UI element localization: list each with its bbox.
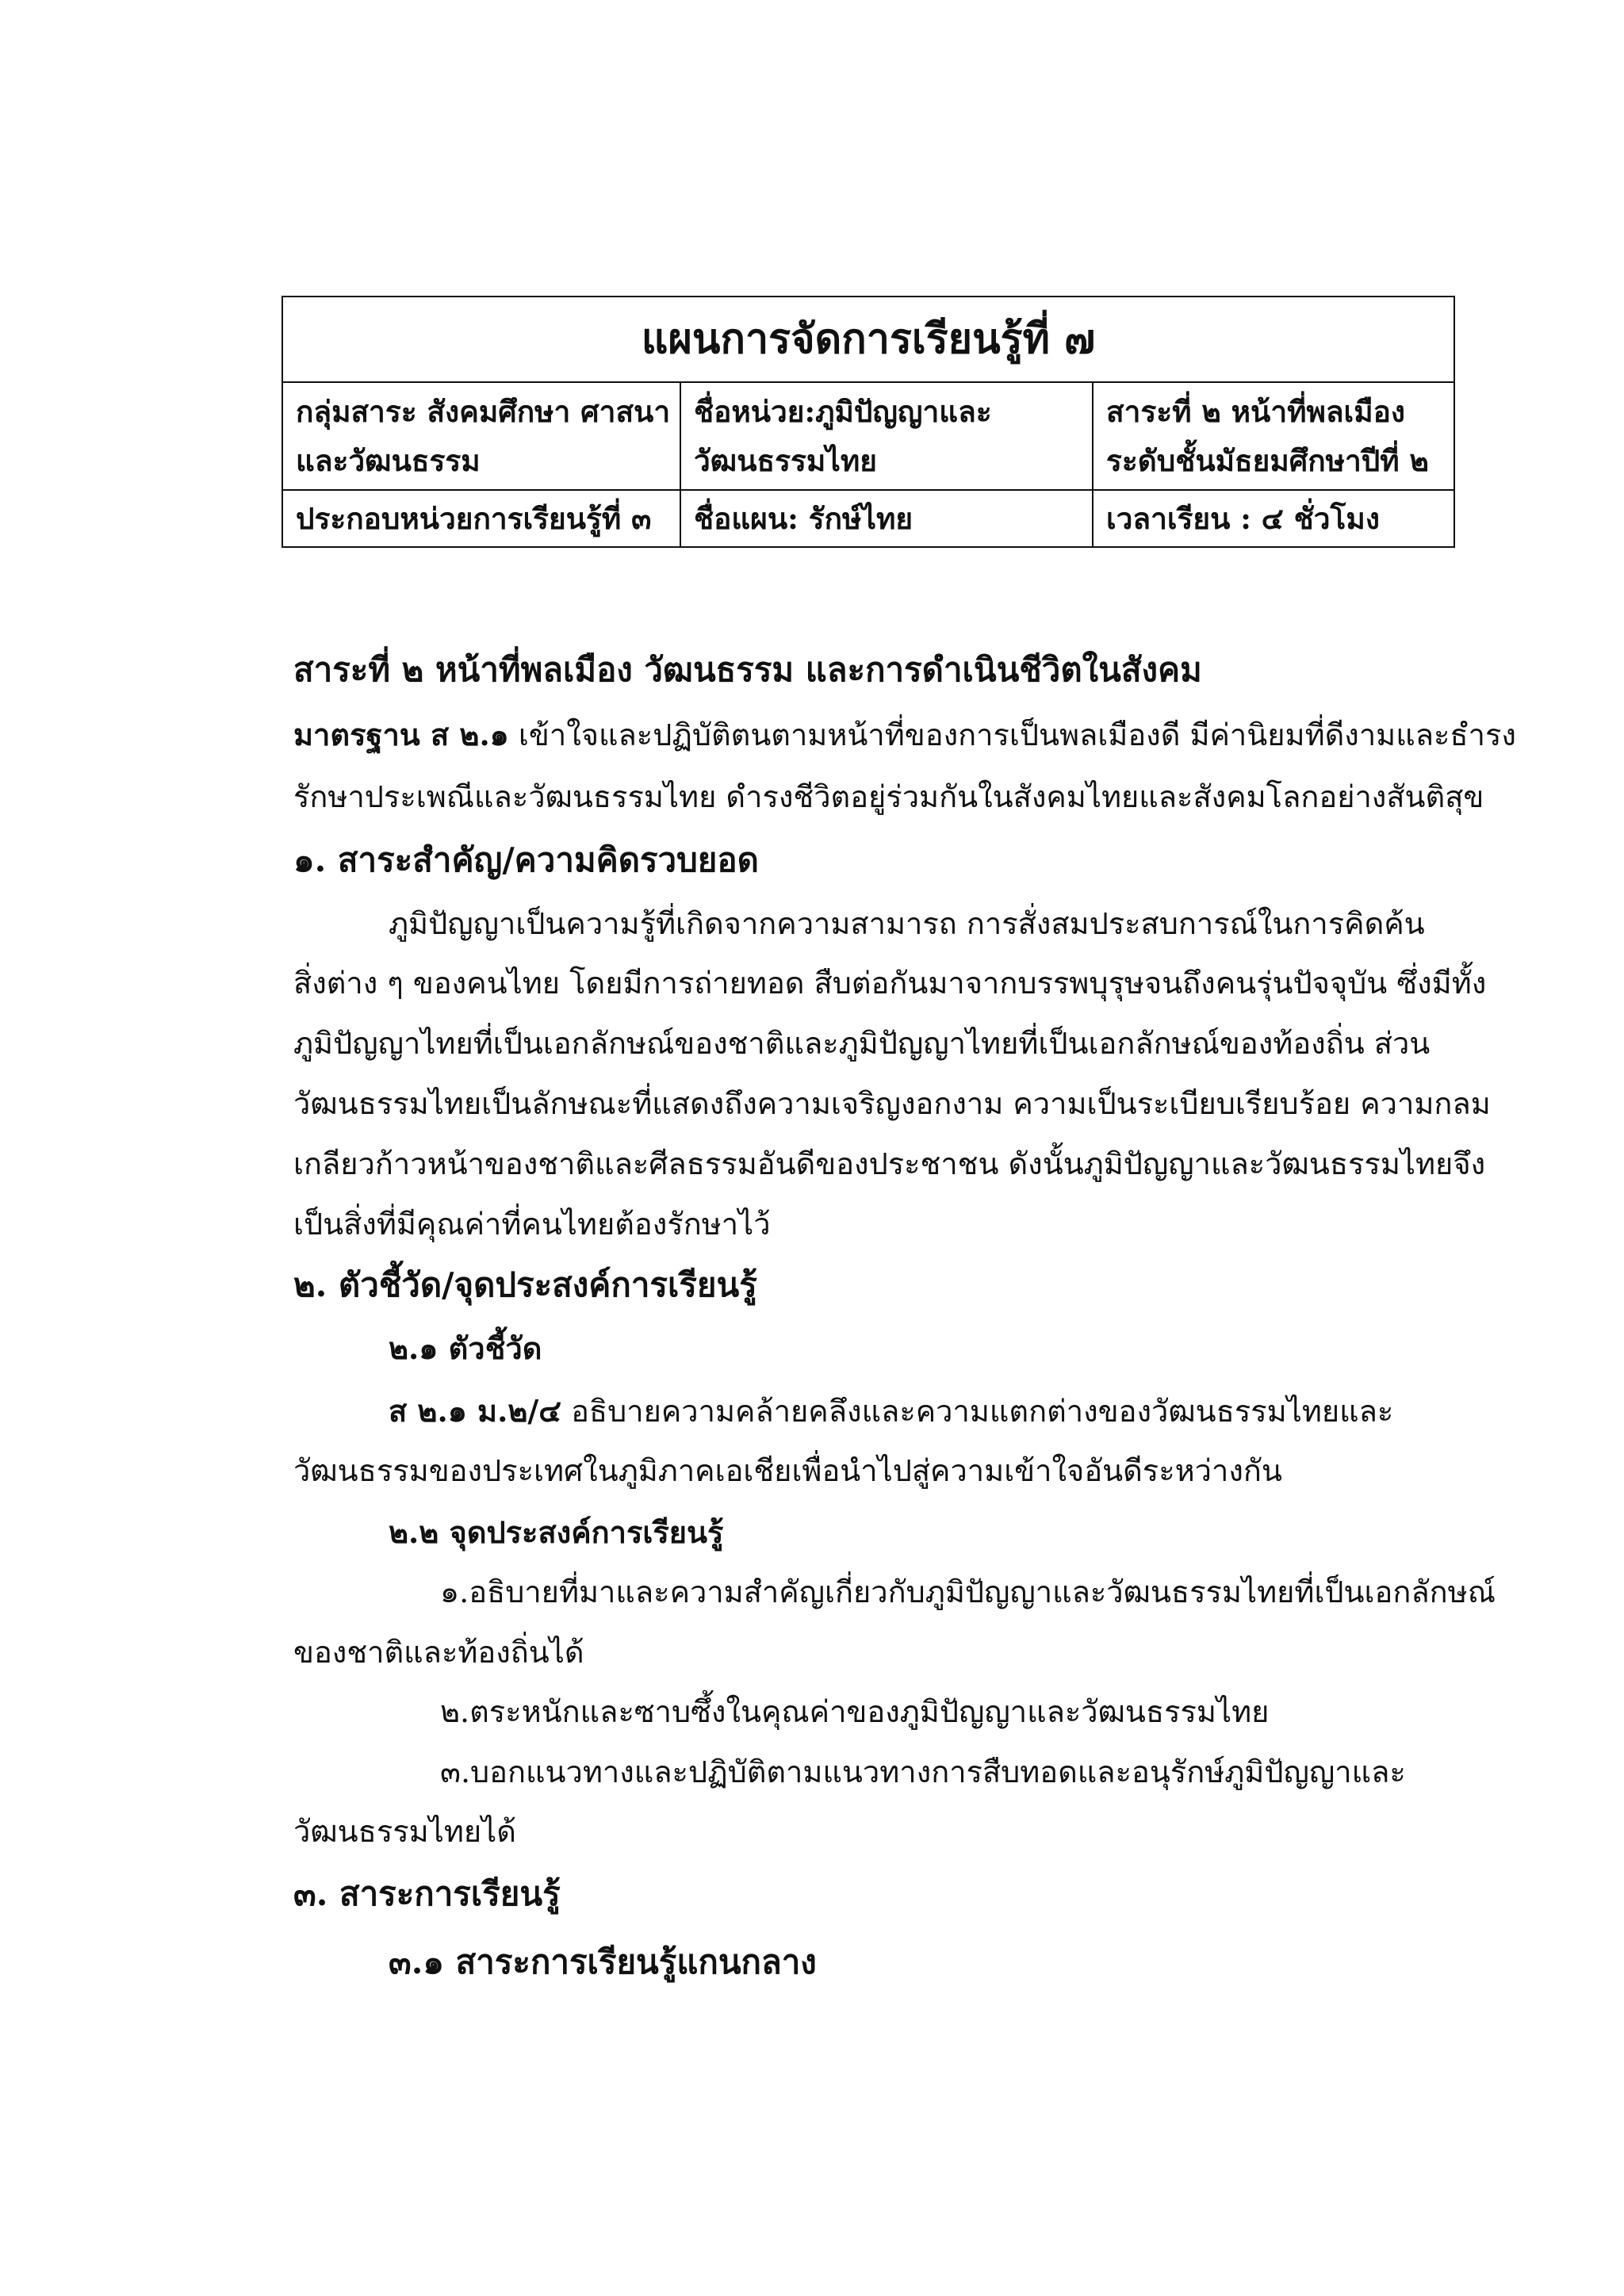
indicator-code: ส ๒.๑ ม.๒/๔ [389,1393,562,1429]
strand-heading: สาระที่ ๒ หน้าที่พลเมือง วัฒนธรรม และการดำเนินชีวิตในสังคม [293,650,1202,689]
lesson-plan-table [282,296,1455,548]
plan-detail-row [282,490,1454,547]
concept-line-1: ภูมิปัญญาเป็นความรู้ที่เกิดจากความสามารถ การสั่งสมประสบการณ์ในการคิดค้น [389,906,1425,941]
unit-name-cell [680,382,1093,490]
core-content-heading: ๓.๑ สาระการเรียนรู้แกนกลาง [389,1942,817,1981]
indicator-text-1: อธิบายความคล้ายคลึงและความแตกต่างของวัฒนธรรมไทยและ [561,1394,1394,1429]
objective-1-line-1: ๑.อธิบายที่มาและความสำคัญเกี่ยวกับภูมิปัญญาและวัฒนธรรมไทยที่เป็นเอกลักษณ์ [440,1575,1496,1609]
plan-name-cell: ชื่อแผน: รักษ์ไทย [680,490,1093,547]
concept-line-4: วัฒนธรรมไทยเป็นลักษณะที่แสดงถึงความเจริญงอกงาม ความเป็นระเบียบเรียบร้อย ความกลม [293,1086,1491,1121]
indicator-line-2: วัฒนธรรมของประเทศในภูมิภาคเอเชียเพื่อนำไปสู่ความเข้าใจอันดีระหว่างกัน [293,1453,1282,1488]
subject-group-line-1: กลุ่มสาระ สังคมศึกษา ศาสนา [296,394,671,429]
plan-info-row [282,382,1454,490]
standard-line-1 [293,715,1516,755]
section-3-heading: ๓. สาระการเรียนรู้ [293,1874,561,1913]
concept-line-5: เกลียวก้าวหน้าของชาติและศีลธรรมอันดีของประชาชน ดังนั้นภูมิปัญญาและวัฒนธรรมไทยจึง [293,1146,1486,1181]
study-time-cell: เวลาเรียน : ๔ ชั่วโมง [1093,490,1454,547]
unit-name-line-1: ชื่อหน่วย:ภูมิปัญญาและ [694,394,992,429]
indicator-line-1 [389,1391,1393,1431]
concept-line-3: ภูมิปัญญาไทยที่เป็นเอกลักษณ์ของชาติและภูมิปัญญาไทยที่เป็นเอกลักษณ์ของท้องถิ่น ส่วน [293,1026,1431,1061]
indicators-heading: ๒.๑ ตัวชี้วัด [389,1330,542,1366]
plan-title-row [282,297,1454,382]
objective-3-line-2: วัฒนธรรมไทยได้ [293,1814,516,1849]
learning-unit-cell: ประกอบหน่วยการเรียนรู้ที่ ๓ [282,490,680,547]
strand-line: สาระที่ ๒ หน้าที่พลเมือง [1106,394,1405,429]
objective-2: ๒.ตระหนักและซาบซึ้งในคุณค่าของภูมิปัญญาและวัฒนธรรมไทย [440,1694,1270,1729]
strand-level-cell [1093,382,1454,490]
objective-3-line-1: ๓.บอกแนวทางและปฏิบัติตามแนวทางการสืบทอดและอนุรักษ์ภูมิปัญญาและ [440,1755,1406,1789]
standard-line-2: รักษาประเพณีและวัฒนธรรมไทย ดำรงชีวิตอยู่ร่วมกันในสังคมไทยและสังคมโลกอย่างสันติสุข [293,779,1484,814]
plan-title: แผนการจัดการเรียนรู้ที่ ๗ [282,297,1454,382]
standard-label: มาตรฐาน ส ๒.๑ [293,717,509,752]
section-2-heading: ๒. ตัวชี้วัด/จุดประสงค์การเรียนรู้ [293,1265,757,1304]
subject-group-cell [282,382,680,490]
objective-1-line-2: ของชาติและท้องถิ่นได้ [293,1635,584,1670]
objectives-heading: ๒.๒ จุดประสงค์การเรียนรู้ [389,1514,724,1550]
concept-line-2: สิ่งต่าง ๆ ของคนไทย โดยมีการถ่ายทอด สืบต่อกันมาจากบรรพบุรุษจนถึงคนรุ่นปัจจุบัน ซึ่งมีทั้ง [293,966,1487,1001]
section-1-heading: ๑. สาระสำคัญ/ความคิดรวบยอด [293,840,759,879]
concept-line-6: เป็นสิ่งที่มีคุณค่าที่คนไทยต้องรักษาไว้ [293,1207,771,1242]
unit-name-line-2: วัฒนธรรมไทย [694,443,877,478]
subject-group-line-2: และวัฒนธรรม [296,443,481,478]
grade-level-line: ระดับชั้นมัธยมศึกษาปีที่ ๒ [1106,443,1429,478]
standard-text-1: เข้าใจและปฏิบัติตนตามหน้าที่ของการเป็นพลเมืองดี มีค่านิยมที่ดีงามและธำรง [508,718,1516,752]
